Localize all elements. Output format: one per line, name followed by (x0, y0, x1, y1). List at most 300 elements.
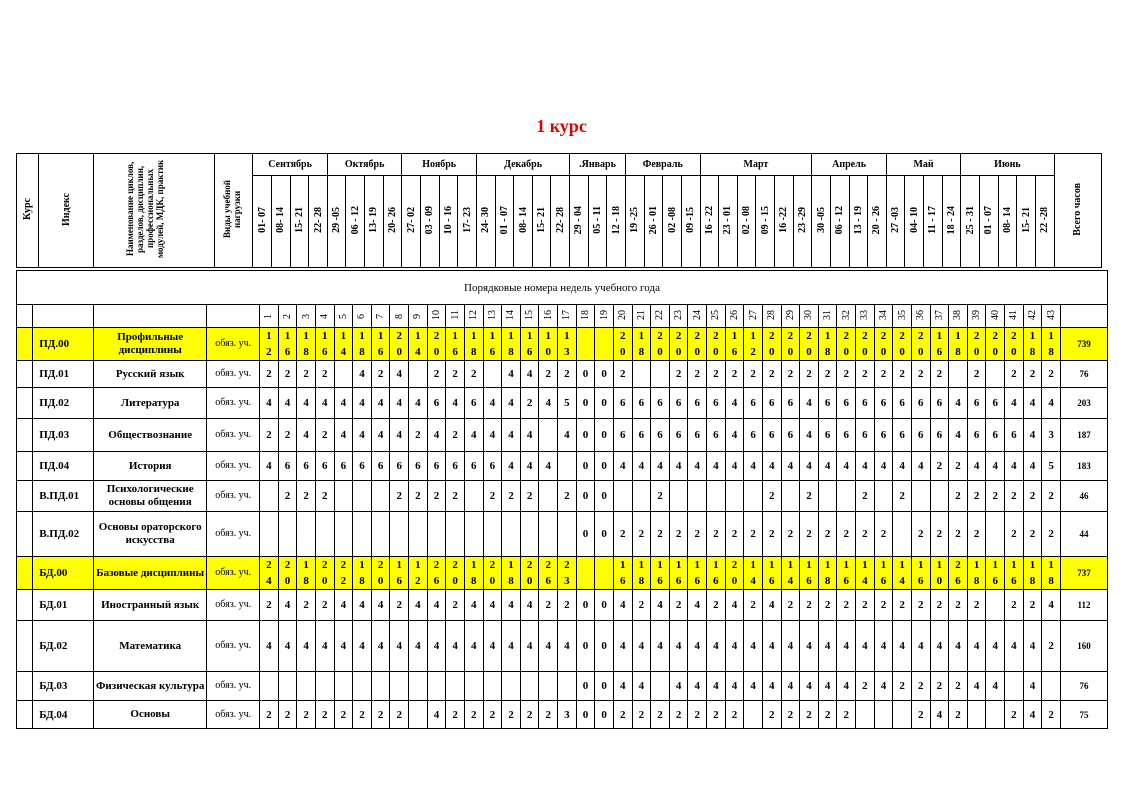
week-range: 27 -03 (886, 176, 905, 268)
hours-cell: 2 (874, 361, 893, 388)
hours-cell: 20 (800, 328, 819, 361)
week-range: 29 - 04 (570, 176, 589, 268)
hours-cell: 2 (520, 388, 539, 419)
row-index: БД.03 (33, 672, 94, 701)
week-range: 09 -15 (681, 176, 700, 268)
hours-cell (576, 328, 595, 361)
hours-cell: 4 (762, 590, 781, 621)
hours-cell: 16 (613, 557, 632, 590)
hours-cell: 3 (1042, 419, 1061, 452)
hours-cell: 4 (651, 590, 670, 621)
hours-cell: 2 (278, 481, 297, 512)
hours-cell: 2 (856, 672, 875, 701)
hours-cell: 0 (576, 590, 595, 621)
hours-cell: 4 (818, 621, 837, 672)
week-range: 08- 14 (514, 176, 533, 268)
hours-cell: 20 (893, 328, 912, 361)
hours-cell: 20 (911, 328, 930, 361)
hours-cell: 10 (930, 557, 949, 590)
hours-cell (651, 361, 670, 388)
hours-cell: 6 (874, 419, 893, 452)
hours-cell: 5 (558, 388, 577, 419)
hours-cell: 0 (595, 361, 614, 388)
hours-cell: 2 (1023, 481, 1042, 512)
week-number: 30 (800, 305, 819, 328)
hours-cell: 2 (781, 590, 800, 621)
hours-cell: 14 (893, 557, 912, 590)
kurs-cell (17, 701, 33, 729)
hours-cell: 4 (483, 419, 502, 452)
week-number: 7 (371, 305, 390, 328)
hours-cell: 4 (427, 701, 446, 729)
row-load-type: обяз. уч. (207, 512, 260, 557)
hours-cell: 2 (911, 701, 930, 729)
hours-cell: 4 (520, 452, 539, 481)
week-number: 27 (744, 305, 763, 328)
hours-cell: 4 (558, 621, 577, 672)
hours-cell: 4 (725, 590, 744, 621)
hours-cell: 6 (744, 388, 763, 419)
hours-cell: 2 (260, 590, 279, 621)
hours-cell: 6 (315, 452, 334, 481)
hours-cell: 6 (856, 419, 875, 452)
hours-cell: 6 (669, 419, 688, 452)
hours-cell: 18 (1042, 557, 1061, 590)
row-index: БД.02 (33, 621, 94, 672)
hours-cell: 4 (427, 419, 446, 452)
hours-cell (315, 512, 334, 557)
hours-cell: 6 (483, 452, 502, 481)
table-row (17, 481, 1108, 512)
hours-cell: 20 (520, 557, 539, 590)
table-row (17, 512, 1108, 557)
hours-cell: 2 (688, 701, 707, 729)
hours-cell: 2 (539, 590, 558, 621)
hours-cell: 4 (800, 621, 819, 672)
hours-cell: 4 (315, 621, 334, 672)
hours-cell: 4 (1023, 388, 1042, 419)
hours-cell: 4 (986, 452, 1005, 481)
hours-cell (502, 512, 521, 557)
hours-cell (409, 672, 428, 701)
hours-cell: 4 (1023, 419, 1042, 452)
hours-cell: 2 (651, 512, 670, 557)
week-number: 9 (409, 305, 428, 328)
hours-cell: 4 (874, 621, 893, 672)
hours-cell: 26 (427, 557, 446, 590)
month-2: Ноябрь (402, 154, 477, 176)
hours-cell: 2 (669, 361, 688, 388)
hours-cell (1005, 672, 1024, 701)
hours-cell: 2 (315, 701, 334, 729)
week-range: 25 - 31 (961, 176, 980, 268)
hours-cell: 6 (651, 419, 670, 452)
week-number: 28 (762, 305, 781, 328)
week-range: 30 -05 (812, 176, 831, 268)
hours-cell (390, 512, 409, 557)
week-range: 17- 23 (458, 176, 477, 268)
hours-cell (297, 672, 316, 701)
hours-cell: 2 (371, 701, 390, 729)
hours-cell: 13 (558, 328, 577, 361)
hours-cell: 2 (781, 361, 800, 388)
hours-cell: 2 (1042, 481, 1061, 512)
hours-cell (613, 481, 632, 512)
hours-cell: 4 (669, 621, 688, 672)
hours-cell: 4 (651, 621, 670, 672)
hours-cell: 18 (632, 557, 651, 590)
hours-cell (986, 590, 1005, 621)
hours-cell: 18 (818, 557, 837, 590)
hours-cell: 16 (278, 328, 297, 361)
hours-cell: 4 (744, 452, 763, 481)
hours-cell (744, 701, 763, 729)
row-total: 203 (1060, 388, 1107, 419)
hours-cell (464, 512, 483, 557)
hours-cell: 2 (744, 512, 763, 557)
week-number: 32 (837, 305, 856, 328)
hours-cell: 6 (334, 452, 353, 481)
hours-cell: 2 (558, 481, 577, 512)
hours-cell: 2 (837, 361, 856, 388)
hours-cell (334, 512, 353, 557)
hours-cell: 16 (874, 557, 893, 590)
hours-cell: 4 (874, 672, 893, 701)
hours-cell: 16 (837, 557, 856, 590)
hours-cell: 16 (483, 328, 502, 361)
hours-cell: 14 (409, 328, 428, 361)
row-index: БД.00 (33, 557, 94, 590)
hours-cell: 4 (353, 590, 372, 621)
hours-cell: 4 (818, 452, 837, 481)
week-range: 18 - 24 (942, 176, 961, 268)
hours-cell: 2 (315, 481, 334, 512)
hours-cell (409, 361, 428, 388)
hours-cell: 18 (967, 557, 986, 590)
hours-cell: 18 (949, 328, 968, 361)
hours-cell: 4 (613, 672, 632, 701)
hours-cell: 4 (464, 590, 483, 621)
hours-cell: 16 (911, 557, 930, 590)
hours-cell: 6 (986, 388, 1005, 419)
hours-cell: 2 (781, 701, 800, 729)
week-number: 25 (707, 305, 726, 328)
hours-cell: 0 (595, 621, 614, 672)
hours-cell (818, 481, 837, 512)
hours-cell: 2 (949, 590, 968, 621)
row-load-type: обяз. уч. (207, 388, 260, 419)
hours-cell: 2 (930, 590, 949, 621)
hours-cell (353, 481, 372, 512)
hours-cell: 6 (874, 388, 893, 419)
row-total: 739 (1060, 328, 1107, 361)
hours-cell: 4 (669, 672, 688, 701)
hours-cell: 2 (520, 481, 539, 512)
hours-cell: 2 (949, 481, 968, 512)
hours-cell: 14 (856, 557, 875, 590)
hours-cell: 23 (558, 557, 577, 590)
hours-cell (949, 361, 968, 388)
week-range: 26 - 01 (644, 176, 663, 268)
week-range: 05 - 11 (588, 176, 607, 268)
hours-cell: 20 (278, 557, 297, 590)
hours-cell: 2 (297, 701, 316, 729)
month-1: Октябрь (327, 154, 402, 176)
hours-cell: 2 (930, 452, 949, 481)
hours-cell: 16 (707, 557, 726, 590)
hours-cell: 6 (613, 388, 632, 419)
hours-cell (558, 512, 577, 557)
hours-cell: 2 (297, 361, 316, 388)
week-number: 10 (427, 305, 446, 328)
hours-cell: 16 (762, 557, 781, 590)
hours-cell: 4 (297, 419, 316, 452)
curriculum-table (16, 270, 1108, 729)
row-name: История (93, 452, 206, 481)
hours-cell (688, 481, 707, 512)
kurs-cell (17, 419, 33, 452)
hours-cell: 2 (688, 361, 707, 388)
hours-cell: 2 (464, 701, 483, 729)
hours-cell: 2 (1042, 361, 1061, 388)
week-number: 6 (353, 305, 372, 328)
row-load-type: обяз. уч. (207, 328, 260, 361)
hours-cell: 20 (874, 328, 893, 361)
hours-cell (986, 361, 1005, 388)
hours-cell: 4 (632, 452, 651, 481)
hours-cell: 0 (576, 512, 595, 557)
row-name: Основы ораторского искусства (93, 512, 206, 557)
hours-cell: 2 (967, 512, 986, 557)
kurs-cell (17, 512, 33, 557)
hours-cell: 2 (837, 701, 856, 729)
hours-cell: 2 (800, 701, 819, 729)
week-number: 17 (558, 305, 577, 328)
week-range: 03 - 09 (421, 176, 440, 268)
hours-cell: 4 (483, 388, 502, 419)
hours-cell: 2 (930, 672, 949, 701)
hours-cell: 4 (651, 452, 670, 481)
hours-cell: 2 (558, 361, 577, 388)
hours-cell: 2 (464, 361, 483, 388)
hours-cell: 4 (949, 621, 968, 672)
hours-cell (483, 361, 502, 388)
hours-cell: 2 (409, 481, 428, 512)
hours-cell: 4 (725, 621, 744, 672)
hours-cell (483, 672, 502, 701)
hours-cell: 2 (949, 452, 968, 481)
hours-cell: 4 (558, 419, 577, 452)
week-range: 11 - 17 (924, 176, 943, 268)
hours-cell: 0 (576, 419, 595, 452)
hours-cell: 2 (353, 701, 372, 729)
hours-cell: 6 (688, 388, 707, 419)
hours-cell: 4 (930, 621, 949, 672)
hours-cell (744, 481, 763, 512)
hours-cell: 2 (949, 512, 968, 557)
hours-cell: 4 (856, 621, 875, 672)
week-range: 06 - 12 (830, 176, 849, 268)
hours-cell (539, 512, 558, 557)
hours-cell (986, 701, 1005, 729)
week-range: 22- 28 (551, 176, 570, 268)
hours-cell (260, 512, 279, 557)
hours-cell: 20 (688, 328, 707, 361)
hours-cell: 2 (1042, 512, 1061, 557)
hours-cell: 2 (502, 701, 521, 729)
hours-cell: 12 (260, 328, 279, 361)
hours-cell: 2 (390, 481, 409, 512)
week-number: 8 (390, 305, 409, 328)
hours-cell: 2 (707, 590, 726, 621)
hours-cell: 16 (651, 557, 670, 590)
index-header: Индекс (39, 154, 94, 268)
hours-cell: 2 (856, 590, 875, 621)
kurs-cell (17, 672, 33, 701)
hours-cell: 18 (297, 328, 316, 361)
hours-cell: 2 (893, 672, 912, 701)
hours-cell: 2 (1005, 512, 1024, 557)
hours-cell (874, 481, 893, 512)
hours-cell: 4 (520, 361, 539, 388)
hours-cell (651, 672, 670, 701)
hours-cell: 2 (762, 512, 781, 557)
hours-cell (297, 512, 316, 557)
week-number: 29 (781, 305, 800, 328)
hours-cell: 0 (595, 452, 614, 481)
hours-cell: 18 (502, 328, 521, 361)
hours-cell: 4 (930, 701, 949, 729)
hours-cell: 4 (371, 590, 390, 621)
hours-cell: 4 (520, 419, 539, 452)
hours-cell: 2 (911, 672, 930, 701)
row-index: БД.01 (33, 590, 94, 621)
row-name: Психологические основы общения (93, 481, 206, 512)
hours-cell: 18 (632, 328, 651, 361)
hours-cell: 4 (502, 452, 521, 481)
hours-cell: 4 (1005, 452, 1024, 481)
hours-cell: 22 (334, 557, 353, 590)
hours-cell: 0 (595, 388, 614, 419)
blank-cell (93, 305, 206, 328)
hours-cell (446, 672, 465, 701)
hours-cell (371, 672, 390, 701)
hours-cell: 6 (818, 388, 837, 419)
row-name: Иностранный язык (93, 590, 206, 621)
hours-cell: 4 (781, 452, 800, 481)
hours-cell (278, 672, 297, 701)
hours-cell: 2 (893, 481, 912, 512)
hours-cell: 2 (632, 590, 651, 621)
hours-cell: 20 (371, 557, 390, 590)
hours-cell (483, 512, 502, 557)
kurs-cell (17, 328, 33, 361)
hours-cell: 0 (595, 672, 614, 701)
hours-cell: 6 (427, 388, 446, 419)
hours-cell: 20 (837, 328, 856, 361)
hours-cell: 14 (334, 328, 353, 361)
hours-cell: 10 (539, 328, 558, 361)
table-row (17, 557, 1108, 590)
hours-cell: 4 (967, 672, 986, 701)
row-load-type: обяз. уч. (207, 701, 260, 729)
name-header: Наименование циклов, разделов, дисциплин, профессиональных модулей, МДК, практик (94, 154, 214, 268)
hours-cell: 2 (762, 481, 781, 512)
hours-cell: 4 (613, 621, 632, 672)
hours-cell: 0 (576, 361, 595, 388)
week-number: 37 (930, 305, 949, 328)
row-total: 187 (1060, 419, 1107, 452)
row-load-type: обяз. уч. (207, 481, 260, 512)
hours-cell: 2 (874, 590, 893, 621)
week-number: 42 (1023, 305, 1042, 328)
week-range: 23 -29 (793, 176, 812, 268)
hours-cell: 16 (446, 328, 465, 361)
hours-cell (520, 512, 539, 557)
hours-cell: 2 (986, 481, 1005, 512)
week-number: 31 (818, 305, 837, 328)
month-5: Февраль (625, 154, 700, 176)
hours-cell: 2 (278, 361, 297, 388)
week-number: 3 (297, 305, 316, 328)
hours-cell: 2 (1005, 361, 1024, 388)
kurs-cell (17, 481, 33, 512)
hours-cell: 6 (464, 452, 483, 481)
hours-cell: 6 (464, 388, 483, 419)
month-7: Апрель (812, 154, 887, 176)
hours-cell: 4 (613, 452, 632, 481)
table-row (17, 452, 1108, 481)
hours-cell: 2 (818, 512, 837, 557)
week-number: 41 (1005, 305, 1024, 328)
hours-cell: 20 (483, 557, 502, 590)
hours-cell: 4 (986, 621, 1005, 672)
hours-cell: 2 (967, 361, 986, 388)
month-6: Март (700, 154, 812, 176)
hours-cell (558, 452, 577, 481)
table-row (17, 419, 1108, 452)
week-number: 20 (613, 305, 632, 328)
hours-cell: 2 (893, 590, 912, 621)
hours-cell: 4 (502, 361, 521, 388)
hours-cell (725, 481, 744, 512)
hours-cell: 4 (278, 590, 297, 621)
week-number: 21 (632, 305, 651, 328)
hours-cell: 2 (315, 419, 334, 452)
hours-cell: 4 (669, 452, 688, 481)
hours-cell: 16 (688, 557, 707, 590)
calendar-header-table (16, 153, 1102, 268)
hours-cell: 2 (409, 419, 428, 452)
week-number: 4 (315, 305, 334, 328)
blank-cell (1060, 305, 1107, 328)
hours-cell (595, 557, 614, 590)
hours-cell (334, 481, 353, 512)
hours-cell: 4 (762, 621, 781, 672)
hours-cell: 2 (297, 590, 316, 621)
hours-cell: 2 (1023, 590, 1042, 621)
hours-cell: 2 (856, 361, 875, 388)
hours-cell: 4 (707, 452, 726, 481)
hours-cell: 16 (800, 557, 819, 590)
week-range: 22- 28 (309, 176, 328, 268)
week-number: 13 (483, 305, 502, 328)
total-hours-header: Всего часов (1054, 154, 1101, 268)
row-total: 75 (1060, 701, 1107, 729)
hours-cell: 4 (1023, 621, 1042, 672)
hours-cell: 2 (669, 590, 688, 621)
hours-cell: 2 (539, 361, 558, 388)
